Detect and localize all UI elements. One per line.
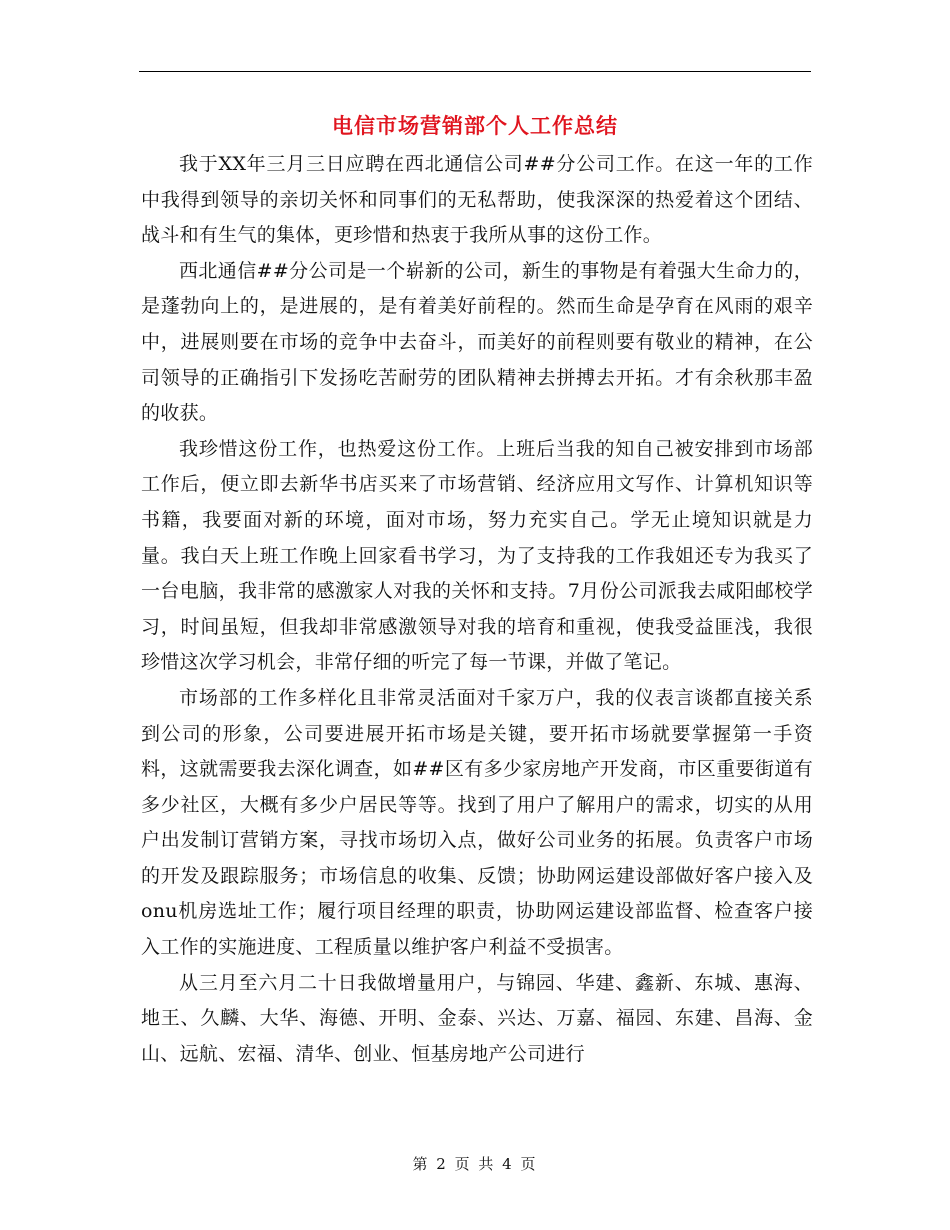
document-body bbox=[141, 147, 813, 1072]
document-title: 电信市场营销部个人工作总结 bbox=[332, 114, 618, 138]
paragraph-1: 我于XX年三月三日应聘在西北通信公司##分公司工作。在这一年的工作中我得到领导的亲切关怀和同事们的无私帮助，使我深深的热爱着这个团结、战斗和有生气的集体，更珍惜和热衷于我所从事的这份工作。 bbox=[141, 153, 813, 247]
paragraph-3: 我珍惜这份工作，也热爱这份工作。上班后当我的知自己被安排到市场部工作后，便立即去新华书店买来了市场营销、经济应用文写作、计算机知识等书籍，我要面对新的环境，面对市场，努力充实自己。学无止境知识就是力量。我白天上班工作晚上回家看书学习，为了支持我的工作我姐还专为我买了一台电脑，我非常的感激家人对我的关怀和支持。7月份公司派我去咸阳邮校学习，时间虽短，但我却非常感激领导对我的培育和重视，使我受益匪浅，我很珍惜这次学习机会，非常仔细的听完了每一节课，并做了笔记。 bbox=[141, 437, 813, 674]
header-rule bbox=[139, 71, 811, 72]
paragraph-2: 西北通信##分公司是一个崭新的公司，新生的事物是有着强大生命力的，是蓬勃向上的，是进展的，是有着美好前程的。然而生命是孕育在风雨的艰辛中，进展则要在市场的竞争中去奋斗，而美好的前程则要有敬业的精神，在公司领导的正确指引下发扬吃苦耐劳的团队精神去拼搏去开拓。才有余秋那丰盈的收获。 bbox=[141, 259, 813, 425]
paragraph-4: 市场部的工作多样化且非常灵活面对千家万户，我的仪表言谈都直接关系到公司的形象，公司要进展开拓市场是关键，要开拓市场就要掌握第一手资料，这就需要我去深化调查，如##区有多少家房地产开发商，市区重要街道有多少社区，大概有多少户居民等等。找到了用户了解用户的需求，切实的从用户出发制订营销方案，寻找市场切入点，做好公司业务的拓展。负责客户市场的开发及跟踪服务；市场信息的收集、反馈；协助网运建设部做好客户接入及onu机房选址工作；履行项目经理的职责，协助网运建设部监督、检查客户接入工作的实施进度、工程质量以维护客户利益不受损害。 bbox=[141, 686, 813, 959]
page-number: 第 2 页 共 4 页 bbox=[412, 1155, 538, 1173]
paragraph-5: 从三月至六月二十日我做增量用户，与锦园、华建、鑫新、东城、惠海、地王、久麟、大华、海德、开明、金泰、兴达、万嘉、福园、东建、昌海、金山、远航、宏福、清华、创业、恒基房地产公司进行 bbox=[141, 971, 813, 1065]
